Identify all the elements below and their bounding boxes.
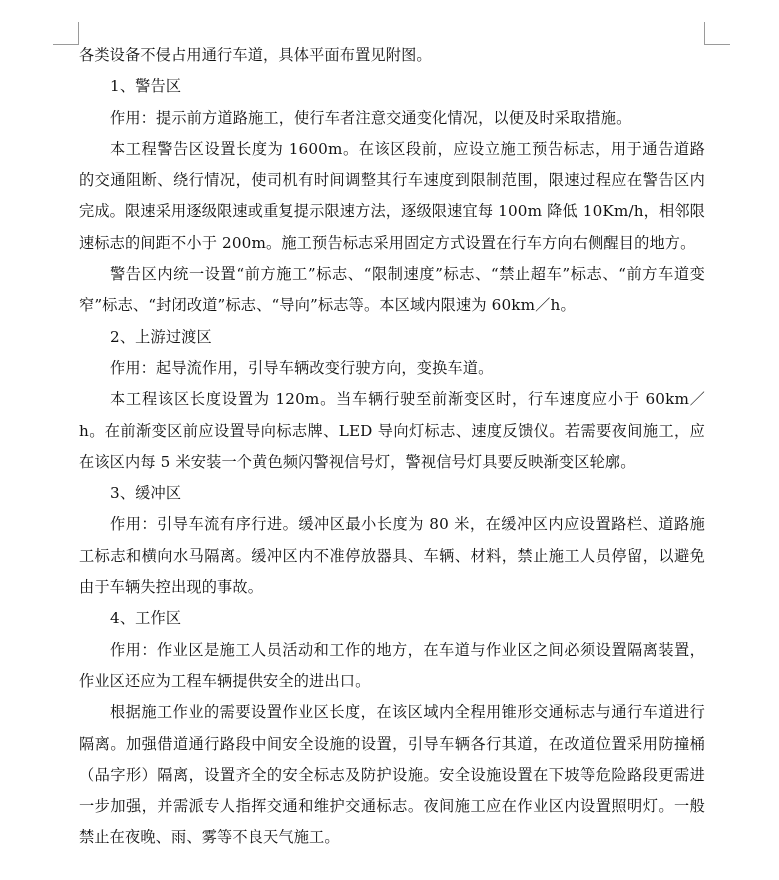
document-body	[79, 40, 705, 854]
paragraph-warning-signs: 警告区内统一设置“前方施工”标志、“限制速度”标志、“禁止超车”标志、“前方车道变窄”标志、“封闭改道”标志、“导向”标志等。本区域内限速为 60km／h。	[79, 265, 705, 315]
crop-mark-top-right	[704, 22, 730, 45]
heading-buffer-zone: 3、缓冲区	[110, 484, 182, 503]
paragraph-work-setup: 根据施工作业的需要设置作业区长度，在该区域内全程用锥形交通标志与通行车道进行隔离。加强借道通行路段中间安全设施的设置，引导车辆各行其道，在改道位置采用防撞桶（品字形）隔离，设置齐全的安全标志及防护设施。安全设施设置在下坡等危险路段更需进一步加强，并需派专人指挥交通和维护交通标志。夜间施工应在作业区内设置照明灯。一般禁止在夜晚、雨、雾等不良天气施工。	[79, 703, 705, 847]
heading-work-zone: 4、工作区	[110, 609, 182, 628]
heading-warning-zone: 1、警告区	[110, 77, 182, 96]
heading-upstream-transition: 2、上游过渡区	[110, 327, 212, 346]
paragraph-transition-purpose: 作用：起导流作用，引导车辆改变行驶方向，变换车道。	[110, 358, 494, 377]
paragraph-work-purpose: 作用：作业区是施工人员活动和工作的地方，在车道与作业区之间必须设置隔离装置，作业区还应为工程车辆提供安全的进出口。	[79, 640, 705, 690]
paragraph-buffer-purpose: 作用：引导车流有序行进。缓冲区最小长度为 80 米，在缓冲区内应设置路栏、道路施工标志和横向水马隔离。缓冲区内不准停放器具、车辆、材料，禁止施工人员停留，以避免由于车辆失控出现的事故。	[79, 515, 705, 597]
paragraph-transition-length: 本工程该区长度设置为 120m。当车辆行驶至前渐变区时，行车速度应小于 60km／h。在前渐变区前应设置导向标志牌、LED 导向灯标志、速度反馈仪。若需要夜间施工，应在该区内每 5 米安装一个黄色频闪警视信号灯，警视信号灯具要反映渐变区轮廓。	[79, 390, 705, 471]
paragraph-warning-length: 本工程警告区设置长度为 1600m。在该区段前，应设立施工预告标志，用于通告道路的交通阻断、绕行情况，使司机有时间调整其行车速度到限制范围，限速过程应在警告区内完成。限速采用逐级限速或重复提示限速方法，逐级限速宜每 100m 降低 10Km/h，相邻限速标志的间距不小于 200m。施工预告标志采用固定方式设置在行车方向右侧醒目的地方。	[79, 139, 705, 252]
paragraph-warning-purpose: 作用：提示前方道路施工，使行车者注意交通变化情况，以便及时采取措施。	[110, 108, 632, 127]
crop-mark-top-left	[53, 22, 79, 45]
paragraph-intro: 各类设备不侵占用通行车道，具体平面布置见附图。	[79, 46, 432, 64]
